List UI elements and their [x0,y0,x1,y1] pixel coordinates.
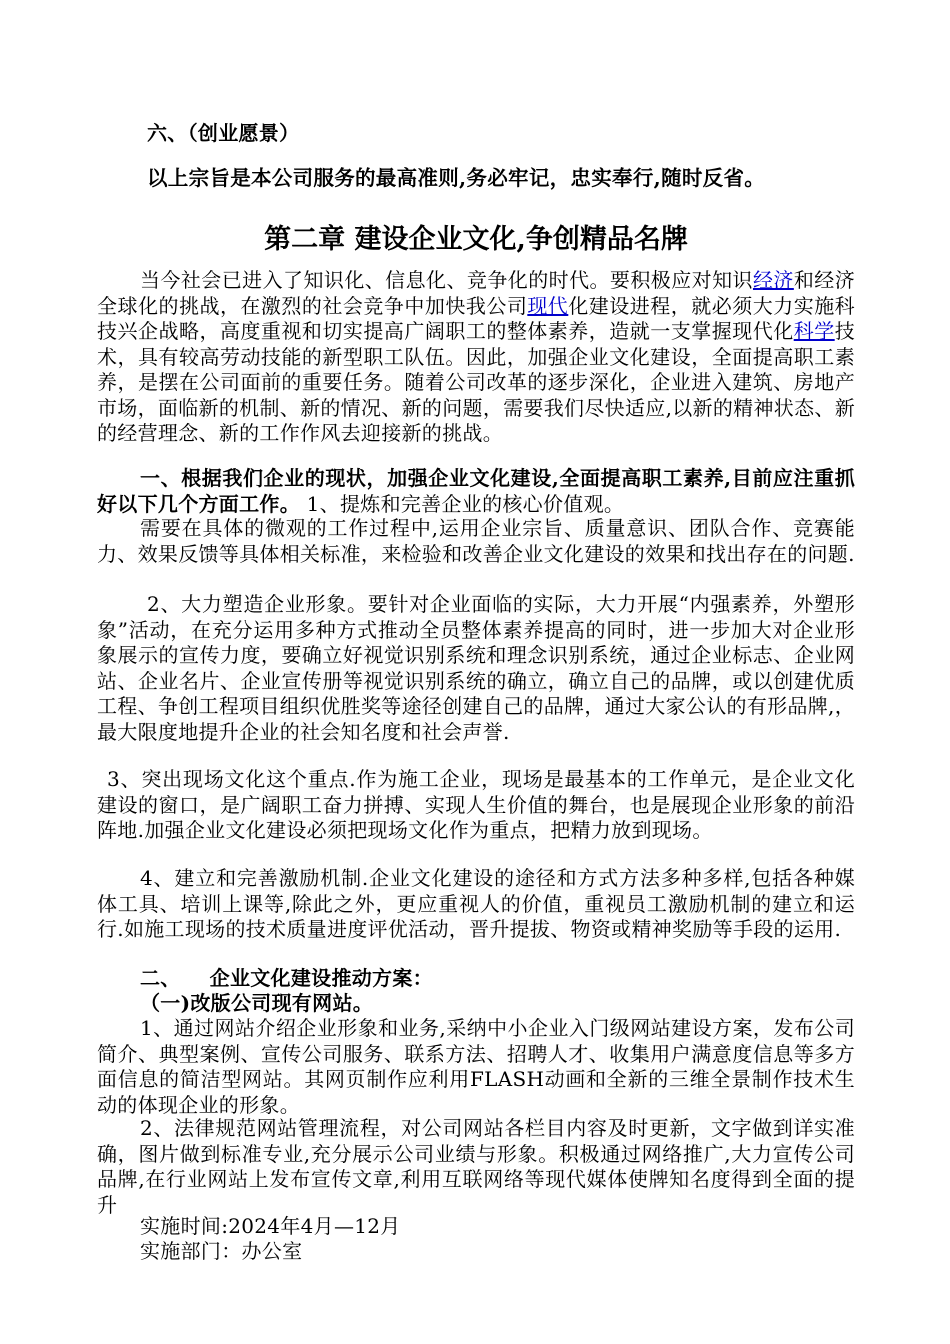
section-one-paragraph [97,466,855,517]
website-paragraph-1: 1、通过网站介绍企业形象和业务,采纳中小企业入门级网站建设方案，发布公司简介、典型案例、宣传公司服务、联系方法、招聘人才、收集用户满意度信息等多方面信息的简洁型网站。其网页制作应利用FLASH动画和全新的三维全景制作技术生动的体现企业的形象。 [97,1016,855,1117]
site-culture-paragraph: 3、突出现场文化这个重点.作为施工企业，现场是最基本的工作单元，是企业文化建设的窗口，是广阔职工奋力拼搏、实现人生价值的舞台，也是展现企业形象的前沿阵地.加强企业文化建设必须把现场文化作为重点，把精力放到现场。 [97,767,855,842]
section-one-heading: 一、根据我们企业的现状，加强企业文化建设,全面提高职工素养,目前应注重抓好以下几个方面工作。 [97,466,855,516]
link-science[interactable]: 科学 [793,319,835,343]
section-six-heading: 六、（创业愿景） [147,121,300,145]
incentive-paragraph: 4、建立和完善激励机制.企业文化建设的途径和方式方法多种多样,包括各种媒体工具、培训上课等,除此之外，更应重视人的价值，重视员工激励机制的建立和运行.如施工现场的技术质量进度评优活动，晋升提拔、物资或精神奖励等手段的运用. [97,866,855,941]
intro-text-1: 当今社会已进入了知识化、信息化、竞争化的时代。要积极应对知识 [140,268,753,292]
subsection-one-heading: （一)改版公司现有网站。 [140,991,374,1015]
implementation-time: 实施时间:2024年4月—12月 [140,1214,401,1238]
section-two-heading: 二、 企业文化建设推动方案： [140,966,433,990]
intro-paragraph [97,268,855,447]
intro-text-3: 化建设进程，就必须大力实施科技兴企战略，高度重视和切实提高广阔职工的整体素养，造就一支掌握现代化 [97,293,855,343]
section-six-body: 以上宗旨是本公司服务的最高准则,务必牢记，忠实奉行,随时反省。 [147,166,766,190]
chapter-title: 第二章 建设企业文化,争创精品名牌 [264,224,688,255]
section-one-item-1: 1、提炼和完善企业的核心价值观。 [300,491,625,516]
intro-text-2: 和经济全球化的挑战，在激烈的社会竞争中加快我公司 [97,268,856,318]
website-paragraph-2: 2、法律规范网站管理流程，对公司网站各栏目内容及时更新，文字做到详实准确，图片做到标准专业,充分展示公司业绩与形象。积极通过网络推广,大力宣传公司品牌,在行业网站上发布宣传文章,利用互联网络等现代媒体使牌知名度得到全面的提升 [97,1116,855,1217]
link-modern[interactable]: 现代 [527,293,569,318]
implementation-department: 实施部门：办公室 [140,1239,303,1263]
brand-image-paragraph: 2、大力塑造企业形象。要针对企业面临的实际，大力开展“内强素养，外塑形象”活动，在充分运用多种方式推动全员整体素养提高的同时，进一步加大对企业形象展示的宣传力度，要确立好视觉识别系统和理念识别系统，通过企业标志、企业网站、企业名片、企业宣传册等视觉识别系统的确立，确立自己的品牌，或以创建优质工程、争创工程项目组织优胜奖等途径创建自己的品牌，通过大家公认的有形品牌,，最大限度地提升企业的社会知名度和社会声誉. [97,592,855,744]
link-economy[interactable]: 经济 [752,268,794,292]
intro-text-4: 技术，具有较高劳动技能的新型职工队伍。因此，加强企业文化建设，全面提高职工素养，是摆在公司面前的重要任务。随着公司改革的逐步深化，企业进入建筑、房地产市场，面临新的机制、新的情况、新的问题，需要我们尽快适应,以新的精神状态、新的经营理念、新的工作作风去迎接新的挑战。 [97,319,855,445]
measure-paragraph: 需要在具体的微观的工作过程中,运用企业宗旨、质量意识、团队合作、竞赛能力、效果反馈等具体相关标准，来检验和改善企业文化建设的效果和找出存在的问题. [97,516,855,566]
